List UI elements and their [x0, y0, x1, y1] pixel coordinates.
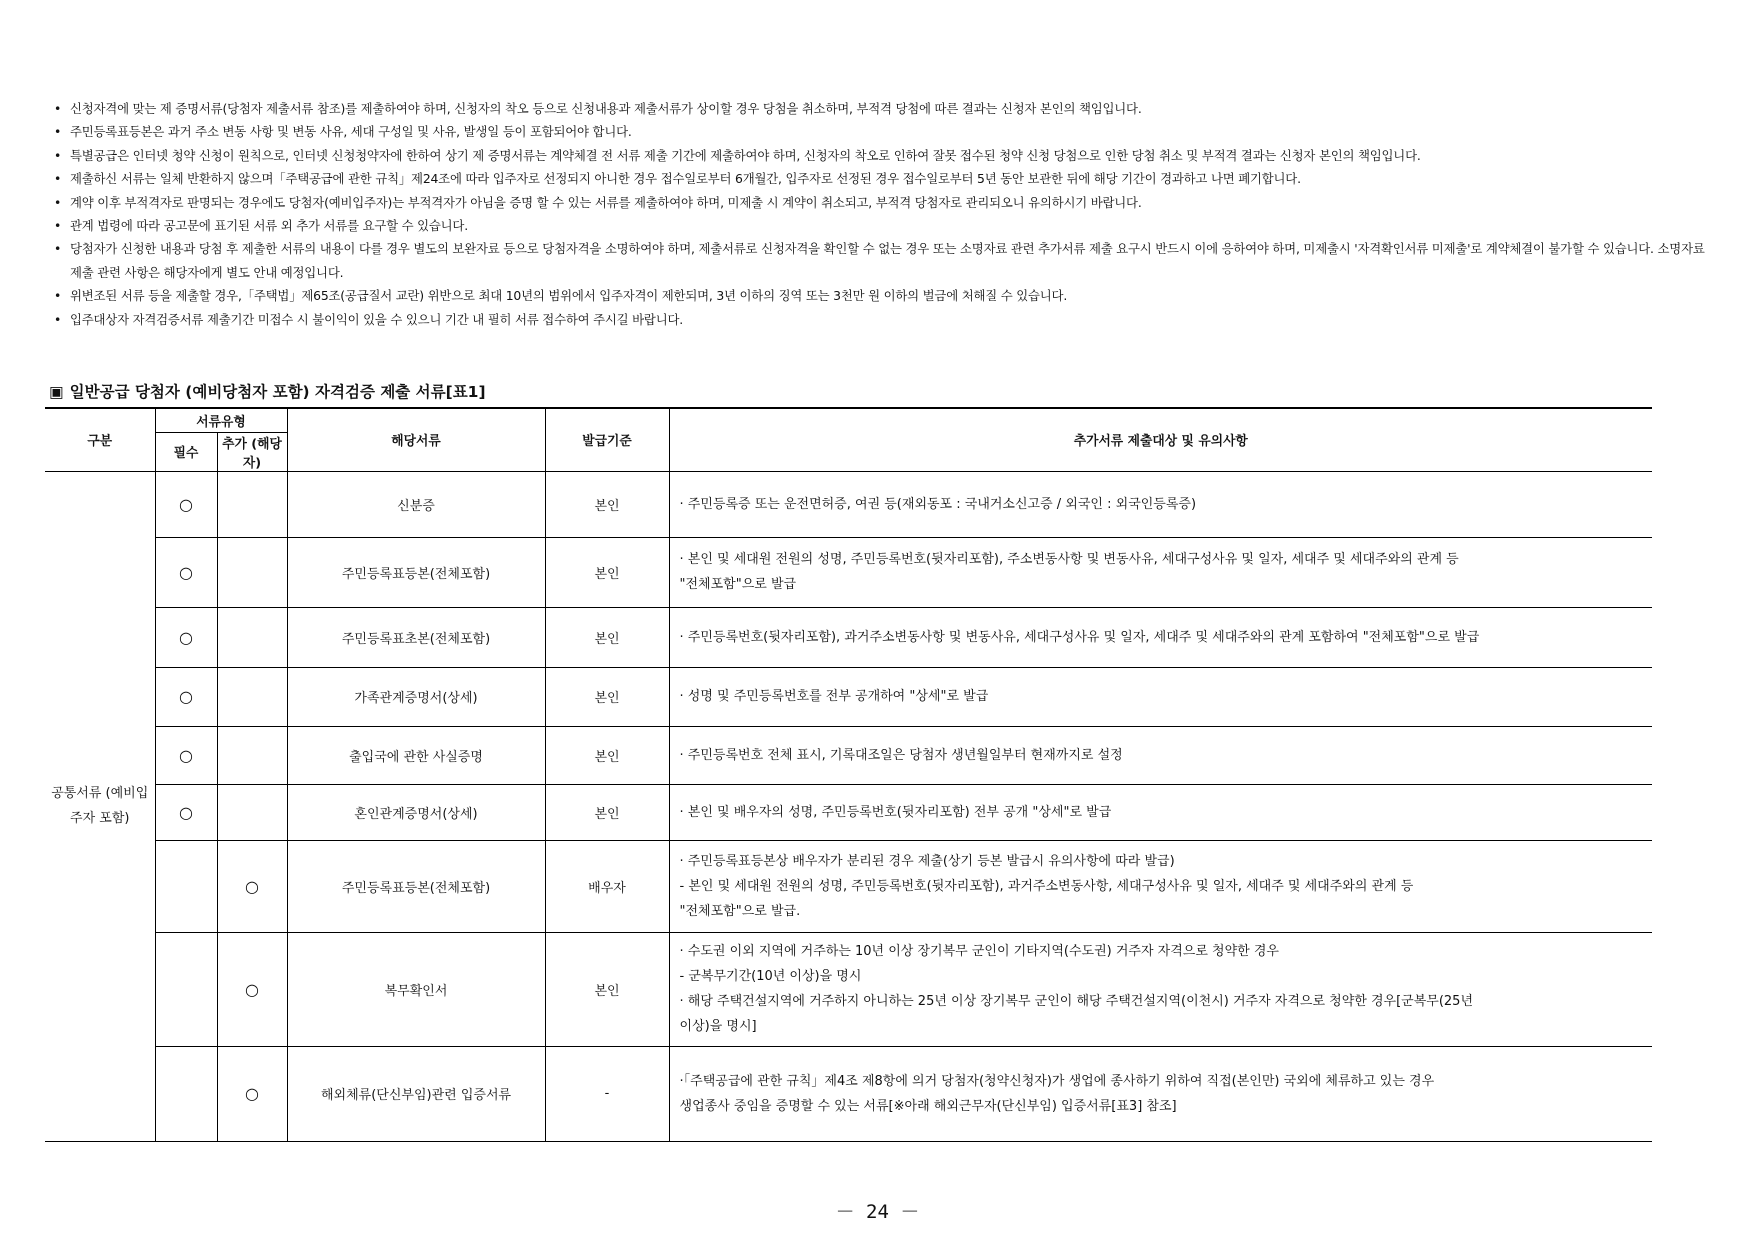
document-name: 혼인관계증명서(상세) [287, 784, 545, 840]
notes-list [52, 97, 1712, 331]
table-row [45, 607, 1652, 667]
issue-basis: 배우자 [545, 840, 669, 932]
additional-mark: ○ [217, 840, 287, 932]
header-additional: 추가 (해당자) [217, 432, 287, 471]
remark-line: · 성명 및 주민등록번호를 전부 공개하여 "상세"로 발급 [679, 689, 989, 704]
additional-mark [217, 471, 287, 537]
issue-basis: 본인 [545, 537, 669, 607]
remark-line: · 주민등록표등본상 배우자가 분리된 경우 제출(상기 등본 발급시 유의사항에 따라 발급) [679, 853, 1175, 869]
header-category: 구분 [45, 408, 155, 471]
table-row [45, 1046, 1652, 1141]
required-mark [155, 932, 217, 1046]
document-name: 주민등록표초본(전체포함) [287, 607, 545, 667]
required-mark: ○ [155, 537, 217, 607]
additional-mark [217, 607, 287, 667]
additional-mark: ○ [217, 1046, 287, 1141]
note-item: • 계약 이후 부적격자로 판명되는 경우에도 당첨자(예비입주자)는 부적격자가 아님을 증명 할 수 있는 서류를 제출하여야 하며, 미제출 시 계약이 취소되고, 부적격 당첨자로 관리되오니 유의하시기 바랍니다. [52, 191, 1712, 214]
remark-line: · 주민등록번호(뒷자리포함), 과거주소변동사항 및 변동사유, 세대구성사유 및 일자, 세대주 및 세대주와의 관계 포함하여 "전체포함"으로 발급 [679, 629, 1480, 645]
remark-line: · 주민등록증 또는 운전면허증, 여권 등(재외동포 : 국내거소신고증 / 외국인 : 외국인등록증) [679, 496, 1197, 512]
header-remarks: 추가서류 제출대상 및 유의사항 [669, 408, 1652, 471]
table-row [45, 784, 1652, 840]
document-name: 주민등록표등본(전체포함) [287, 840, 545, 932]
remark-line: · 수도권 이외 지역에 거주하는 10년 이상 장기복무 군인이 기타지역(수도권) 거주자 자격으로 청약한 경우 [679, 944, 1279, 959]
note-item: • 관계 법령에 따라 공고문에 표기된 서류 외 추가 서류를 요구할 수 있습니다. [52, 214, 1712, 237]
document-name: 주민등록표등본(전체포함) [287, 537, 545, 607]
remark-line: 생업종사 중임을 증명할 수 있는 서류[※아래 해외근무자(단신부임) 입증서류[표3] 참조] [679, 1098, 1177, 1114]
required-mark [155, 840, 217, 932]
required-mark: ○ [155, 667, 217, 726]
required-mark: ○ [155, 726, 217, 784]
remark-line: - 군복무기간(10년 이상)을 명시 [679, 969, 862, 984]
remarks-cell [669, 840, 1652, 932]
remarks-cell [669, 932, 1652, 1046]
documents-table [45, 407, 1652, 1142]
table-row [45, 932, 1652, 1046]
remarks-cell [669, 1046, 1652, 1141]
note-item: • 신청자격에 맞는 제 증명서류(당첨자 제출서류 참조)를 제출하여야 하며, 신청자의 착오 등으로 신청내용과 제출서류가 상이할 경우 당첨을 취소하며, 부적격 당첨에 따른 결과는 신청자 본인의 책임입니다. [52, 97, 1712, 120]
note-item: • 입주대상자 자격검증서류 제출기간 미접수 시 불이익이 있을 수 있으니 기간 내 필히 서류 접수하여 주시길 바랍니다. [52, 308, 1712, 331]
remarks-cell [669, 726, 1652, 784]
remark-line: "전체포함"으로 발급. [679, 903, 801, 919]
remarks-cell [669, 667, 1652, 726]
additional-mark [217, 726, 287, 784]
remark-line: · 주민등록번호 전체 표시, 기록대조일은 당첨자 생년월일부터 현재까지로 설정 [679, 747, 1123, 763]
issue-basis: 본인 [545, 471, 669, 537]
remark-line: - 본인 및 세대원 전원의 성명, 주민등록번호(뒷자리포함), 과거주소변동사항, 세대구성사유 및 일자, 세대주 및 세대주와의 관계 등 [679, 878, 1414, 894]
issue-basis: 본인 [545, 607, 669, 667]
issue-basis: 본인 [545, 667, 669, 726]
remark-line: 이상)을 명시] [679, 1019, 757, 1034]
required-mark [155, 1046, 217, 1141]
additional-mark [217, 667, 287, 726]
section-title-text: 일반공급 당첨자 (예비당첨자 포함) 자격검증 제출 서류[표1] [69, 383, 486, 401]
issue-basis: 본인 [545, 932, 669, 1046]
remark-line: · 해당 주택건설지역에 거주하지 아니하는 25년 이상 장기복무 군인이 해당 주택건설지역(이천시) 거주자 자격으로 청약한 경우[군복무(25년 [679, 994, 1474, 1009]
document-name: 복무확인서 [287, 932, 545, 1046]
table-row [45, 537, 1652, 607]
note-item: • 주민등록표등본은 과거 주소 변동 사항 및 변동 사유, 세대 구성일 및 사유, 발생일 등이 포함되어야 합니다. [52, 120, 1712, 143]
document-name: 해외체류(단신부임)관련 입증서류 [287, 1046, 545, 1141]
additional-mark [217, 784, 287, 840]
section-title [49, 380, 486, 402]
square-bullet-icon: ▣ [49, 383, 64, 401]
issue-basis: - [545, 1046, 669, 1141]
required-mark: ○ [155, 784, 217, 840]
header-doc-type: 서류유형 [155, 408, 287, 432]
note-item: • 특별공급은 인터넷 청약 신청이 원칙으로, 인터넷 신청청약자에 한하여 상기 제 증명서류는 계약체결 전 서류 제출 기간에 제출하여야 하며, 신청자의 착오로 인하여 잘못 접수된 청약 신청 당첨으로 인한 당첨 취소 및 부적격 결과는 신청자 본인의 책임입니다. [52, 144, 1712, 167]
note-item: • 당첨자가 신청한 내용과 당첨 후 제출한 서류의 내용이 다를 경우 별도의 보완자료 등으로 당첨자격을 소명하여야 하며, 제출서류로 신청자격을 확인할 수 없는 경우 또는 소명자료 관련 추가서류 제출 요구시 반드시 이에 응하여야 하며, 미제출시 '자격확인서류 미제출'로 계약체결이 불가할 수 있습니다. 소명자료 제출 관련 사항은 해당자에게 별도 안내 예정입니다. [52, 237, 1712, 284]
page-number: － 24 － [835, 1201, 920, 1223]
document-name: 신분증 [287, 471, 545, 537]
group-label: 공통서류 (예비입주자 포함) [45, 471, 155, 1141]
required-mark: ○ [155, 607, 217, 667]
remarks-cell [669, 471, 1652, 537]
remark-line: "전체포함"으로 발급 [679, 577, 797, 592]
issue-basis: 본인 [545, 726, 669, 784]
remark-line: ·「주택공급에 관한 규칙」제4조 제8항에 의거 당첨자(청약신청자)가 생업에 종사하기 위하여 직접(본인만) 국외에 체류하고 있는 경우 [679, 1073, 1435, 1089]
remarks-cell [669, 537, 1652, 607]
issue-basis: 본인 [545, 784, 669, 840]
remarks-cell [669, 607, 1652, 667]
table-row [45, 726, 1652, 784]
additional-mark: ○ [217, 932, 287, 1046]
document-name: 출입국에 관한 사실증명 [287, 726, 545, 784]
table-row [45, 667, 1652, 726]
note-item: • 위변조된 서류 등을 제출할 경우,「주택법」제65조(공급질서 교란) 위반으로 최대 10년의 범위에서 입주자격이 제한되며, 3년 이하의 징역 또는 3천만 원 이하의 벌금에 처해질 수 있습니다. [52, 284, 1712, 307]
remarks-cell [669, 784, 1652, 840]
remark-line: · 본인 및 배우자의 성명, 주민등록번호(뒷자리포함) 전부 공개 "상세"로 발급 [679, 804, 1112, 820]
header-document: 해당서류 [287, 408, 545, 471]
note-item: • 제출하신 서류는 일체 반환하지 않으며「주택공급에 관한 규칙」제24조에 따라 입주자로 선정되지 아니한 경우 접수일로부터 6개월간, 입주자로 선정된 경우 접수일로부터 5년 동안 보관한 뒤에 해당 기간이 경과하고 나면 폐기합니다. [52, 167, 1712, 190]
document-name: 가족관계증명서(상세) [287, 667, 545, 726]
table-row [45, 471, 1652, 537]
header-required: 필수 [155, 432, 217, 471]
required-mark: ○ [155, 471, 217, 537]
additional-mark [217, 537, 287, 607]
table-row [45, 840, 1652, 932]
header-issue-basis: 발급기준 [545, 408, 669, 471]
remark-line: · 본인 및 세대원 전원의 성명, 주민등록번호(뒷자리포함), 주소변동사항 및 변동사유, 세대구성사유 및 일자, 세대주 및 세대주와의 관계 등 [679, 552, 1459, 567]
